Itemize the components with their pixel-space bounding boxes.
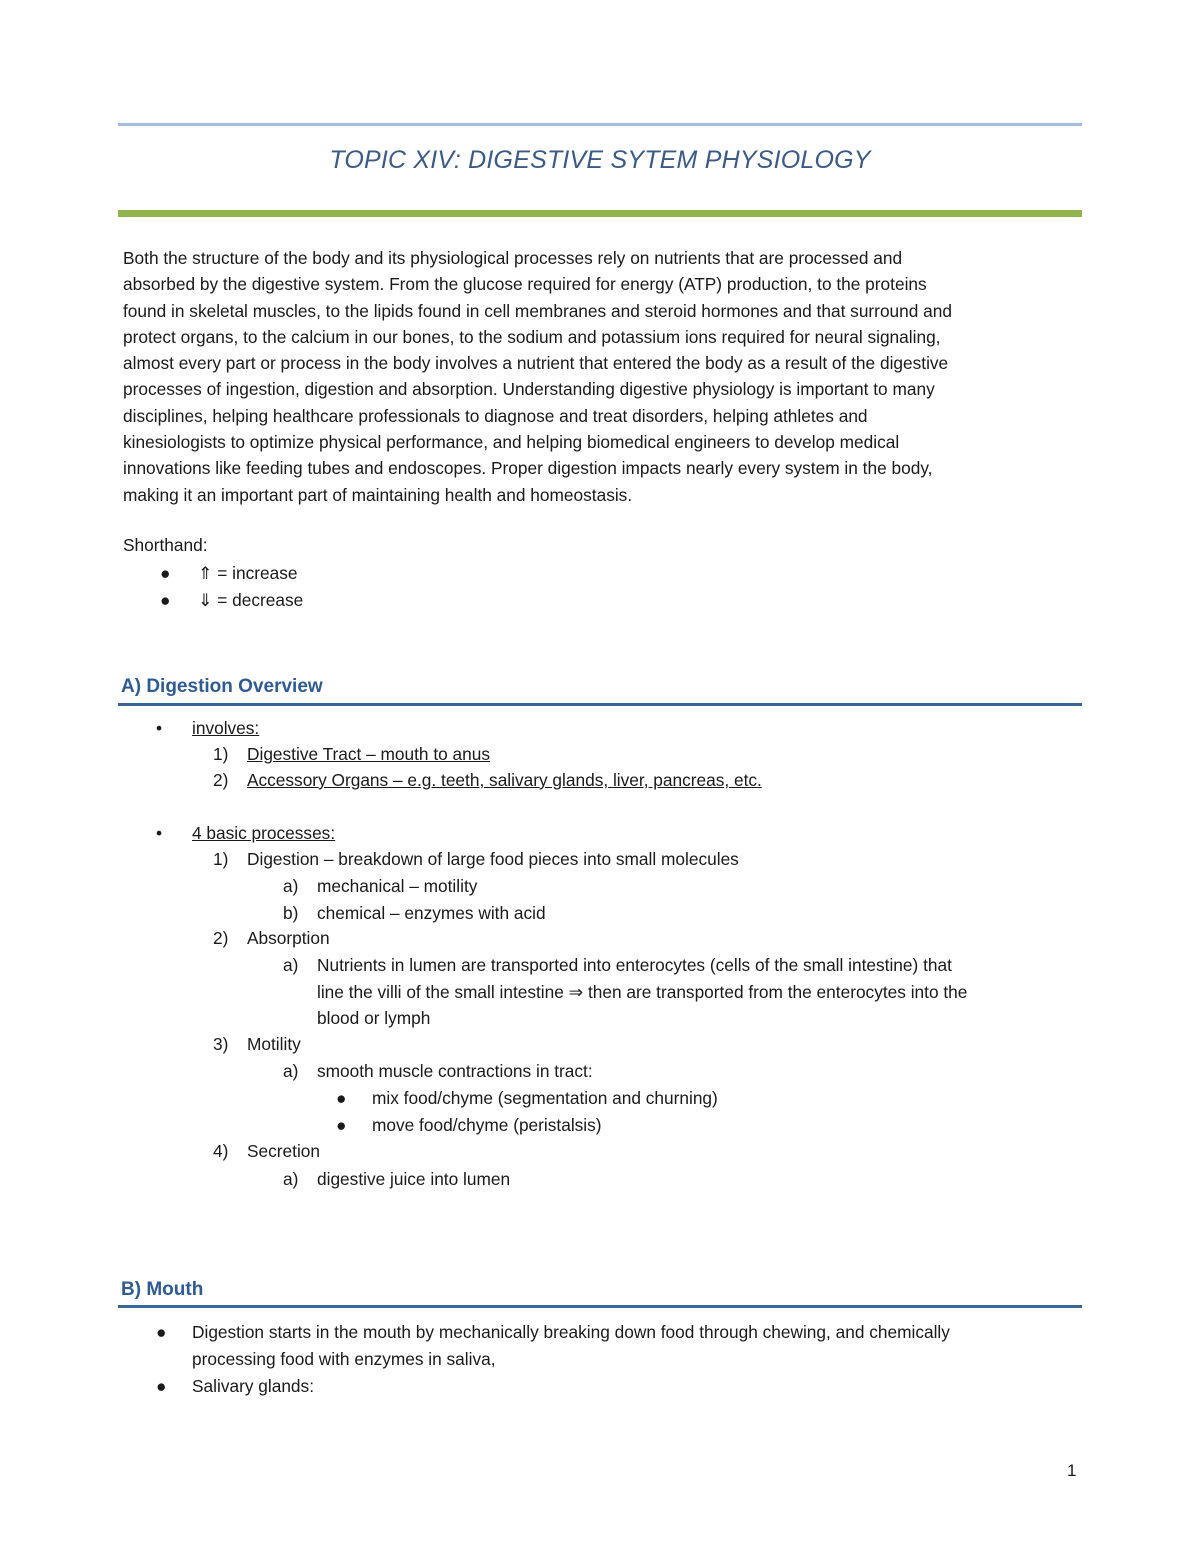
list-number: 1) bbox=[213, 849, 229, 869]
intro-line: Both the structure of the body and its physiological processes rely on nutrients that are processed and bbox=[123, 248, 903, 268]
list-letter: a) bbox=[283, 1169, 299, 1189]
section-a-heading: A) Digestion Overview bbox=[121, 676, 323, 697]
bullet-icon: ● bbox=[160, 590, 171, 610]
process-digestion: Digestion – breakdown of large food pieces into small molecules bbox=[247, 849, 739, 869]
intro-paragraph bbox=[123, 245, 1078, 508]
list-number: 2) bbox=[213, 770, 229, 790]
mouth-bullet-line: Salivary glands: bbox=[192, 1376, 314, 1396]
bullet-icon: ● bbox=[336, 1088, 347, 1108]
sub-item-line: blood or lymph bbox=[317, 1008, 431, 1028]
mouth-bullet-line: processing food with enzymes in saliva, bbox=[192, 1349, 496, 1369]
list-number: 4) bbox=[213, 1141, 229, 1161]
involves-item: Accessory Organs – e.g. teeth, salivary glands, liver, pancreas, etc. bbox=[247, 770, 762, 790]
process-motility: Motility bbox=[247, 1034, 301, 1054]
bullet-icon: ● bbox=[336, 1115, 347, 1135]
process-secretion: Secretion bbox=[247, 1141, 321, 1161]
bullet-icon: • bbox=[156, 823, 163, 843]
list-letter: b) bbox=[283, 903, 299, 923]
sub-item: mechanical – motility bbox=[317, 876, 478, 896]
sub-bullet: mix food/chyme (segmentation and churning) bbox=[372, 1088, 718, 1108]
list-letter: a) bbox=[283, 955, 299, 975]
list-number: 2) bbox=[213, 928, 229, 948]
sub-item: chemical – enzymes with acid bbox=[317, 903, 546, 923]
top-rule bbox=[118, 123, 1082, 126]
page-number: 1 bbox=[1067, 1461, 1077, 1480]
shorthand-label: Shorthand: bbox=[123, 535, 208, 555]
bullet-icon: • bbox=[156, 718, 163, 738]
sub-item-line: Nutrients in lumen are transported into enterocytes (cells of the small intestine) that bbox=[317, 955, 952, 975]
section-b-rule bbox=[118, 1305, 1082, 1308]
sub-item-line: line the villi of the small intestine ⇒ then are transported from the enterocytes into the bbox=[317, 982, 968, 1002]
bullet-icon: ● bbox=[156, 1322, 167, 1342]
involves-label: involves: bbox=[192, 718, 260, 738]
processes-label: 4 basic processes: bbox=[192, 823, 336, 843]
sub-item: digestive juice into lumen bbox=[317, 1169, 511, 1189]
intro-line: absorbed by the digestive system. From the glucose required for energy (ATP) production, to the proteins bbox=[123, 274, 927, 295]
process-absorption: Absorption bbox=[247, 928, 330, 948]
involves-item: Digestive Tract – mouth to anus bbox=[247, 744, 491, 764]
mouth-bullet-line: Digestion starts in the mouth by mechanically breaking down food through chewing, and chemically bbox=[192, 1322, 950, 1342]
document-page: TOPIC XIV: DIGESTIVE SYTEM PHYSIOLOGY Both the structure of the body and its physiological processes rely on nutrients that are processed and absorbed by the digestive system. From the glucose required for energy (ATP) production, to the proteins found in skeletal muscles, to the lipids found in cell membranes and steroid hormones and that surround and protect organs, to the calcium in our bones, to the sodium and potassium ions required for neural signaling, almost every part or process in the body involves a nutrient that entered the body as a result of the digestive processes of ingestion, digestion and absorption. Understanding digestive physiology is important to many disciplines, helping healthcare professionals to diagnose and treat disorders, helping athletes and kinesiologists to optimize physical performance, and helping biomedical engineers to develop medical innovations like feeding tubes and endoscopes. Proper digestion impacts nearly every system in the body, making it an important part of maintaining health and homeostasis. Shorthand: ● ⇑ = increase ● ⇓ = decrease A) Digestion Overview • involves: 1) Digestive Tract – mouth to anus 2) Accessory Organs – e.g. teeth, salivary glands, liver, pancreas, etc. • 4 basic processes: 1) Digestion – breakdown of large food pieces into small molecules a) mechanical – motility b) chemical – enzymes with acid 2) Absorption a) Nutrients in lumen are transported into enterocytes (cells of the small intestine) that line the villi of the small intestine ⇒ then are transported from the enterocytes into the blood or lymph 3) Motility a) smooth muscle contractions in tract: ● mix food/chyme (segmentation and churning) ● move food/chyme (peristalsis) 4) Secretion a) digestive juice into lumen B) Mouth ● Digestion starts in the mouth by mechanically breaking down food through chewing, and chemically processing food with enzymes in saliva, ● Salivary glands: 1 bbox=[0, 0, 1200, 1553]
sub-bullet: move food/chyme (peristalsis) bbox=[372, 1115, 602, 1135]
bullet-icon: ● bbox=[156, 1376, 167, 1396]
list-number: 1) bbox=[213, 744, 229, 764]
intro-line: disciplines, helping healthcare professionals to diagnose and treat disorders, helping athletes and bbox=[123, 405, 868, 426]
intro-line: making it an important part of maintaining health and homeostasis. bbox=[123, 484, 633, 505]
sub-item: smooth muscle contractions in tract: bbox=[317, 1061, 593, 1081]
list-letter: a) bbox=[283, 876, 299, 896]
intro-line: innovations like feeding tubes and endoscopes. Proper digestion impacts nearly every system in the body, bbox=[123, 458, 933, 479]
intro-line: found in skeletal muscles, to the lipids found in cell membranes and steroid hormones and that surround and bbox=[123, 300, 953, 321]
list-letter: a) bbox=[283, 1061, 299, 1081]
section-a-rule bbox=[118, 703, 1082, 706]
section-b-heading: B) Mouth bbox=[121, 1279, 204, 1300]
intro-line: almost every part or process in the body involves a nutrient that entered the body as a result of the digestive bbox=[123, 353, 949, 374]
bullet-icon: ● bbox=[160, 563, 171, 583]
list-number: 3) bbox=[213, 1034, 229, 1054]
intro-line: protect organs, to the calcium in our bones, to the sodium and potassium ions required for neural signaling, bbox=[123, 326, 941, 347]
title-underline bbox=[118, 210, 1082, 217]
intro-line: processes of ingestion, digestion and absorption. Understanding digestive physiology is important to many bbox=[123, 379, 935, 400]
intro-line: kinesiologists to optimize physical performance, and helping biomedical engineers to develop medical bbox=[123, 432, 900, 453]
page-title: TOPIC XIV: DIGESTIVE SYTEM PHYSIOLOGY bbox=[329, 146, 871, 174]
